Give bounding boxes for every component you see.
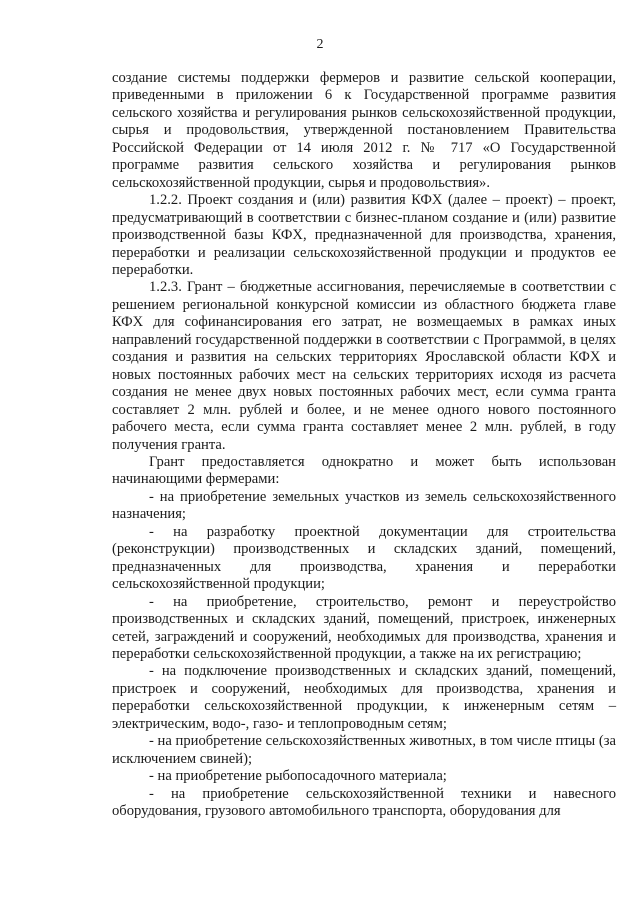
paragraph-1-2-2: 1.2.2. Проект создания и (или) развития КФХ (далее – проект) – проект, предусматривающий в соответствии с бизнес-планом создание и (или) развитие производственной базы КФХ, предназначенной для производства, хранения, переработки и реализации сельскохозяйственной продукции и продуктов ее переработки. <box>112 192 616 278</box>
page-number: 2 <box>316 37 324 52</box>
list-item: - на приобретение, строительство, ремонт и переустройство производственных и складских зданий, помещений, пристроек, инженерных сетей, заграждений и сооружений, необходимых для производства, хранения и переработки сельскохозяйственной продукции, а также на их регистрацию; <box>112 593 616 662</box>
list-item: - на приобретение земельных участков из земель сельскохозяйственного назначения; <box>112 488 616 523</box>
paragraph-grant-usage: Грант предоставляется однократно и может быть использован начинающими фермерами: <box>112 453 616 488</box>
list-item: - на разработку проектной документации для строительства (реконструкции) производственных и складских зданий, помещений, предназначенных для производства, хранения и переработки сельскохозяйственной продукции; <box>112 523 616 593</box>
list-item: - на приобретение рыбопосадочного материала; <box>149 768 447 785</box>
list-item: - на подключение производственных и складских зданий, помещений, пристроек и сооружений, необходимых для производства, хранения и переработки сельскохозяйственной продукции, к инженерным сетям – электрическим, водо-, газо- и теплопроводным сетям; <box>112 663 616 732</box>
paragraph-continuation: создание системы поддержки фермеров и развитие сельской кооперации, приведенными в приложении 6 к Государственной программе развития сельского хозяйства и регулирования рынков сельскохозяйственной продукции, сырья и продовольствия, утвержденной постановлением Правительства Российской Федерации от 14 июля 2012 г. № 717 «О Государственной программе развития сельского хозяйства и регулирования рынков сельскохозяйственной продукции, сырья и продовольствия». <box>112 70 616 191</box>
document-body <box>112 70 616 820</box>
list-item: - на приобретение сельскохозяйственной техники и навесного оборудования, грузового автомобильного транспорта, оборудования для <box>112 785 616 820</box>
paragraph-1-2-3: 1.2.3. Грант – бюджетные ассигнования, перечисляемые в соответствии с решением региональной конкурсной комиссии из областного бюджета главе КФХ для софинансирования его затрат, не возмещаемых в рамках иных направлений государственной поддержки в соответствии с Программой, в целях создания и развития на сельских территориях Ярославской области КФХ и новых постоянных рабочих мест на сельских территориях исходя из расчета создания не менее двух новых постоянных рабочих мест, если сумма гранта составляет 2 млн. рублей и более, и не менее одного нового постоянного рабочего места, если сумма гранта составляет менее 2 млн. рублей, в году получения гранта. <box>112 279 616 453</box>
list-item: - на приобретение сельскохозяйственных животных, в том числе птицы (за исключением свиней); <box>112 733 616 767</box>
